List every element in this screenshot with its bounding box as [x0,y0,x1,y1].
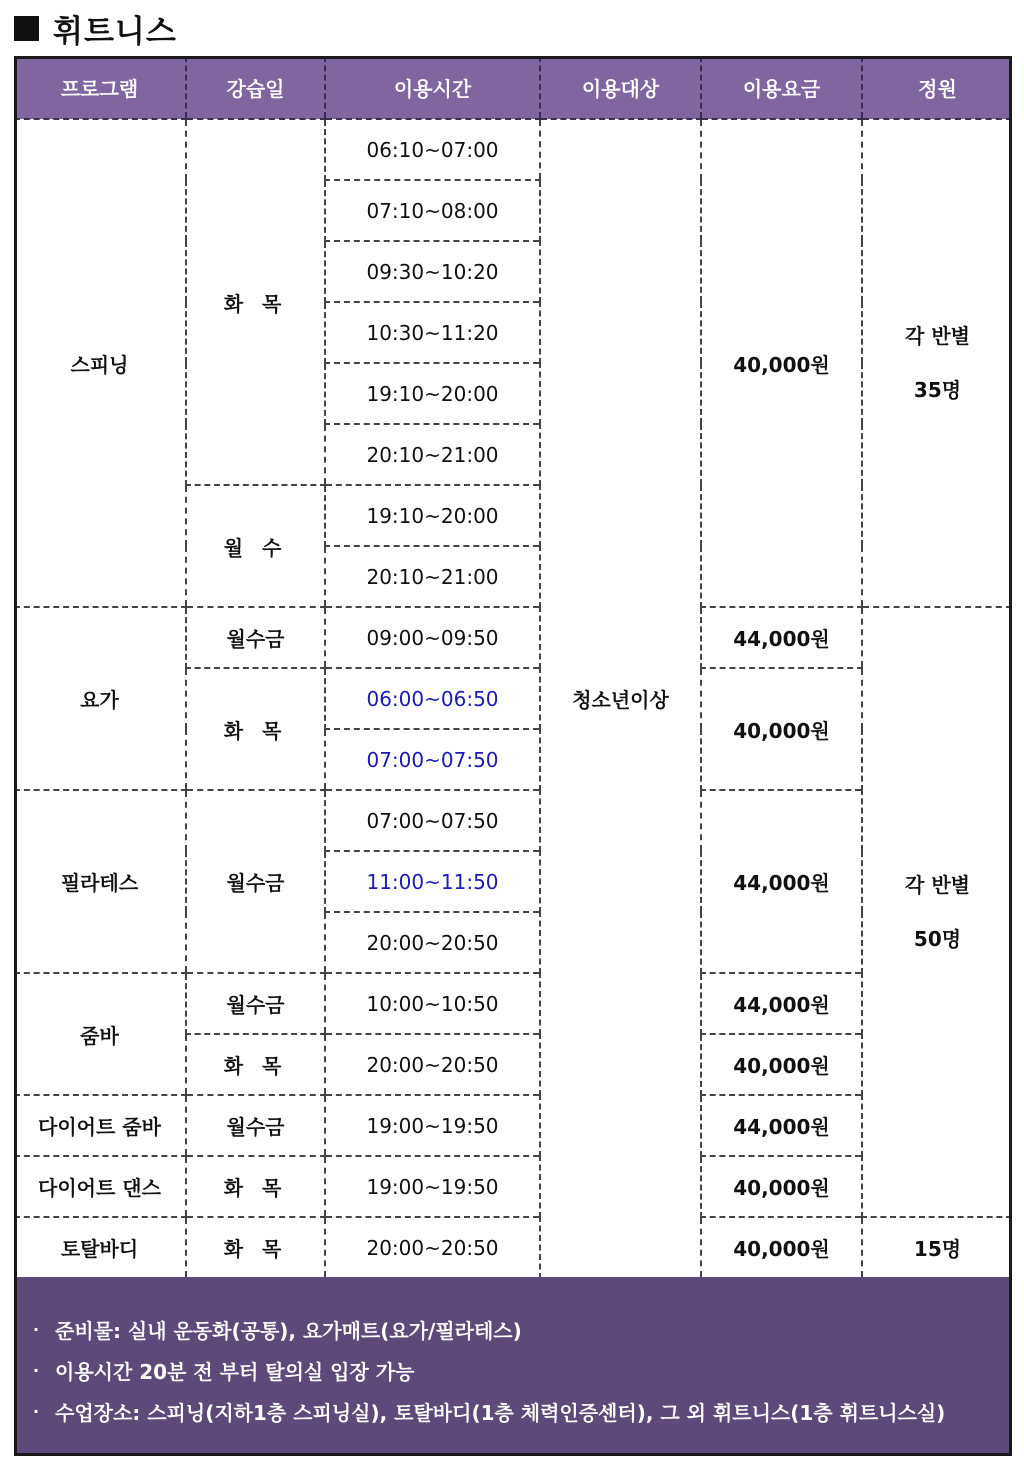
bullet-icon: · [32,1361,40,1380]
fee-spinning: 40,000원 [701,119,862,607]
time-cell-highlight: 06:00~06:50 [325,668,540,729]
time-cell: 06:10~07:00 [325,119,540,180]
time-cell: 19:00~19:50 [325,1156,540,1217]
days-zumba-mon-wed-fri: 월수금 [186,973,325,1034]
header-target: 이용대상 [540,56,701,119]
time-cell: 20:00~20:50 [325,1034,540,1095]
time-cell: 07:10~08:00 [325,180,540,241]
days-spinning-mon-wed: 월 수 [186,485,325,607]
note-text: 수업장소: 스피닝(지하1층 스피닝실), 토탈바디(1층 체력인증센터), 그 외 휘트니스(1층 휘트니스실) [55,1401,946,1425]
days-diet-dance: 화 목 [186,1156,325,1217]
black-square-icon [14,16,39,41]
fee-diet-zumba: 44,000원 [701,1095,862,1156]
time-cell: 20:10~21:00 [325,424,540,485]
header-capacity: 정원 [862,56,1012,119]
target-all: 청소년이상 [540,119,701,1278]
time-cell: 20:00~20:50 [325,912,540,973]
capacity-group-line1: 각 반별 [905,873,970,897]
program-diet-zumba: 다이어트 줌바 [14,1095,186,1156]
note-item [17,1309,1009,1350]
time-cell-highlight: 07:00~07:50 [325,729,540,790]
header-fee: 이용요금 [701,56,862,119]
time-cell: 09:30~10:20 [325,241,540,302]
fee-diet-dance: 40,000원 [701,1156,862,1217]
bullet-icon: · [32,1320,40,1339]
time-cell: 10:30~11:20 [325,302,540,363]
fee-pilates: 44,000원 [701,790,862,973]
days-yoga-tue-thu: 화 목 [186,668,325,790]
note-item [17,1391,1009,1432]
capacity-spinning-line2: 35명 [913,378,962,402]
time-cell: 09:00~09:50 [325,607,540,668]
page-title [14,6,177,50]
days-diet-zumba: 월수금 [186,1095,325,1156]
time-cell: 07:00~07:50 [325,790,540,851]
bullet-icon: · [32,1402,40,1421]
capacity-total-body: 15명 [862,1217,1012,1278]
program-pilates: 필라테스 [14,790,186,973]
time-cell: 20:00~20:50 [325,1217,540,1278]
header-time: 이용시간 [325,56,540,119]
capacity-group-line2: 50명 [913,927,962,951]
program-spinning: 스피닝 [14,119,186,607]
capacity-spinning-line1: 각 반별 [905,324,970,348]
days-zumba-tue-thu: 화 목 [186,1034,325,1095]
fee-total-body: 40,000원 [701,1217,862,1278]
days-yoga-mon-wed-fri: 월수금 [186,607,325,668]
time-cell: 19:10~20:00 [325,485,540,546]
header-program: 프로그램 [14,56,186,119]
fee-zumba-a: 44,000원 [701,973,862,1034]
program-zumba: 줌바 [14,973,186,1095]
fee-yoga-a: 44,000원 [701,607,862,668]
program-diet-dance: 다이어트 댄스 [14,1156,186,1217]
table-frame [14,56,1012,1456]
time-cell: 19:00~19:50 [325,1095,540,1156]
time-cell: 10:00~10:50 [325,973,540,1034]
time-cell-highlight: 11:00~11:50 [325,851,540,912]
note-text: 준비물: 실내 운동화(공통), 요가매트(요가/필라테스) [55,1319,522,1343]
program-yoga: 요가 [14,607,186,790]
page-title-text: 휘트니스 [53,13,177,50]
fee-zumba-b: 40,000원 [701,1034,862,1095]
days-spinning-tue-thu: 화 목 [186,119,325,485]
time-cell: 19:10~20:00 [325,363,540,424]
fee-yoga-b: 40,000원 [701,668,862,790]
days-total-body: 화 목 [186,1217,325,1278]
notes-box [17,1277,1009,1453]
note-text: 이용시간 20분 전 부터 탈의실 입장 가능 [55,1360,415,1384]
time-cell: 20:10~21:00 [325,546,540,607]
note-item [17,1350,1009,1391]
program-total-body: 토탈바디 [14,1217,186,1278]
days-pilates: 월수금 [186,790,325,973]
header-class-days: 강습일 [186,56,325,119]
